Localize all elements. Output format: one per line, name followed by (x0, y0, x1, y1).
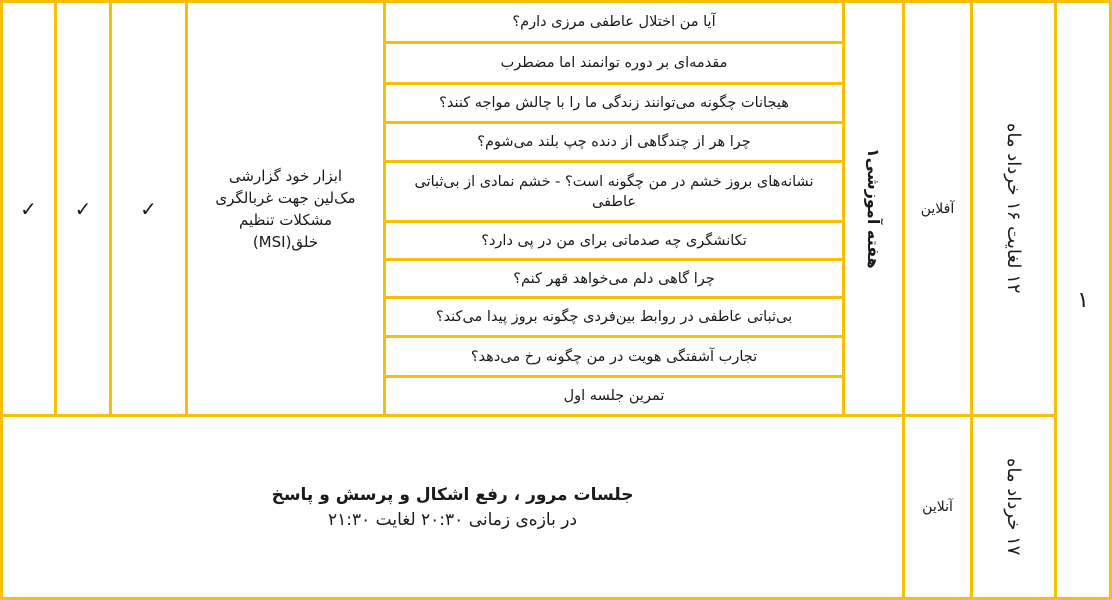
topic-cell (383, 258, 845, 299)
check-icon: ✓ (140, 196, 157, 221)
online-session-cell (0, 414, 905, 600)
week2-mode: آنلاین (922, 499, 953, 515)
topic-text: هیجانات چگونه می‌توانند زندگی ما را با چالش مواجه کنند؟ (439, 95, 789, 111)
topic-cell (383, 375, 845, 417)
topic-cell (383, 160, 845, 223)
assessment-tool: ابزار خود گزارشی مک‌لین جهت غربالگری مشکلات تنظیم خلق(MSI) (215, 166, 356, 251)
topic-text: آیا من اختلال عاطفی مرزی دارم؟ (512, 14, 716, 30)
check-icon: ✓ (20, 196, 37, 221)
week1-mode-cell (902, 0, 973, 417)
week2-mode-cell (902, 414, 973, 600)
assessment-tool-cell (185, 0, 386, 417)
row-number (1054, 0, 1112, 600)
topic-cell (383, 335, 845, 378)
session-title: جلسات مرور ، رفع اشکال و پرسش و پاسخ (271, 485, 634, 505)
topic-cell (383, 82, 845, 124)
topic-text: بی‌ثباتی عاطفی در روابط بین‌فردی چگونه بروز پیدا می‌کند؟ (435, 309, 793, 325)
row-number-text: ۱ (1077, 287, 1089, 313)
week-label-cell (842, 0, 905, 417)
session-time: در بازه‌ی زمانی ۲۰:۳۰ لغایت ۲۱:۳۰ (327, 510, 578, 530)
check-cell (54, 0, 112, 417)
week2-dates: ۱۷ خرداد ماه (1003, 458, 1024, 556)
topic-cell (383, 121, 845, 163)
topic-text: نشانه‌های بروز خشم در من چگونه است؟ - خشم نمادی از بی‌ثباتی عاطفی (414, 173, 814, 210)
topic-cell (383, 41, 845, 85)
topic-text: چرا هر از چندگاهی از دنده چپ بلند می‌شوم؟ (477, 134, 751, 150)
week-label: هفته آموزشی۱ (864, 148, 883, 269)
week1-dates-cell (970, 0, 1057, 417)
topic-text: مقدمه‌ای بر دوره توانمند اما مضطرب (500, 55, 728, 71)
topic-cell (383, 220, 845, 261)
check-cell (109, 0, 188, 417)
topic-text: تمرین جلسه اول (563, 388, 665, 404)
topic-cell (383, 296, 845, 338)
topic-text: چرا گاهی دلم می‌خواهد قهر کنم؟ (513, 270, 715, 287)
topic-cell (383, 0, 845, 44)
check-icon: ✓ (74, 196, 92, 221)
week1-mode: آفلاین (920, 200, 955, 217)
topic-text: تکانشگری چه صدماتی برای من در پی دارد؟ (481, 232, 747, 249)
week1-dates: ۱۲ لغایت ۱۶ خرداد ماه (1003, 123, 1024, 294)
topic-text: تجارب آشفتگی هویت در من چگونه رخ می‌دهد؟ (470, 348, 758, 365)
week2-dates-cell (970, 414, 1057, 600)
check-cell (0, 0, 57, 417)
